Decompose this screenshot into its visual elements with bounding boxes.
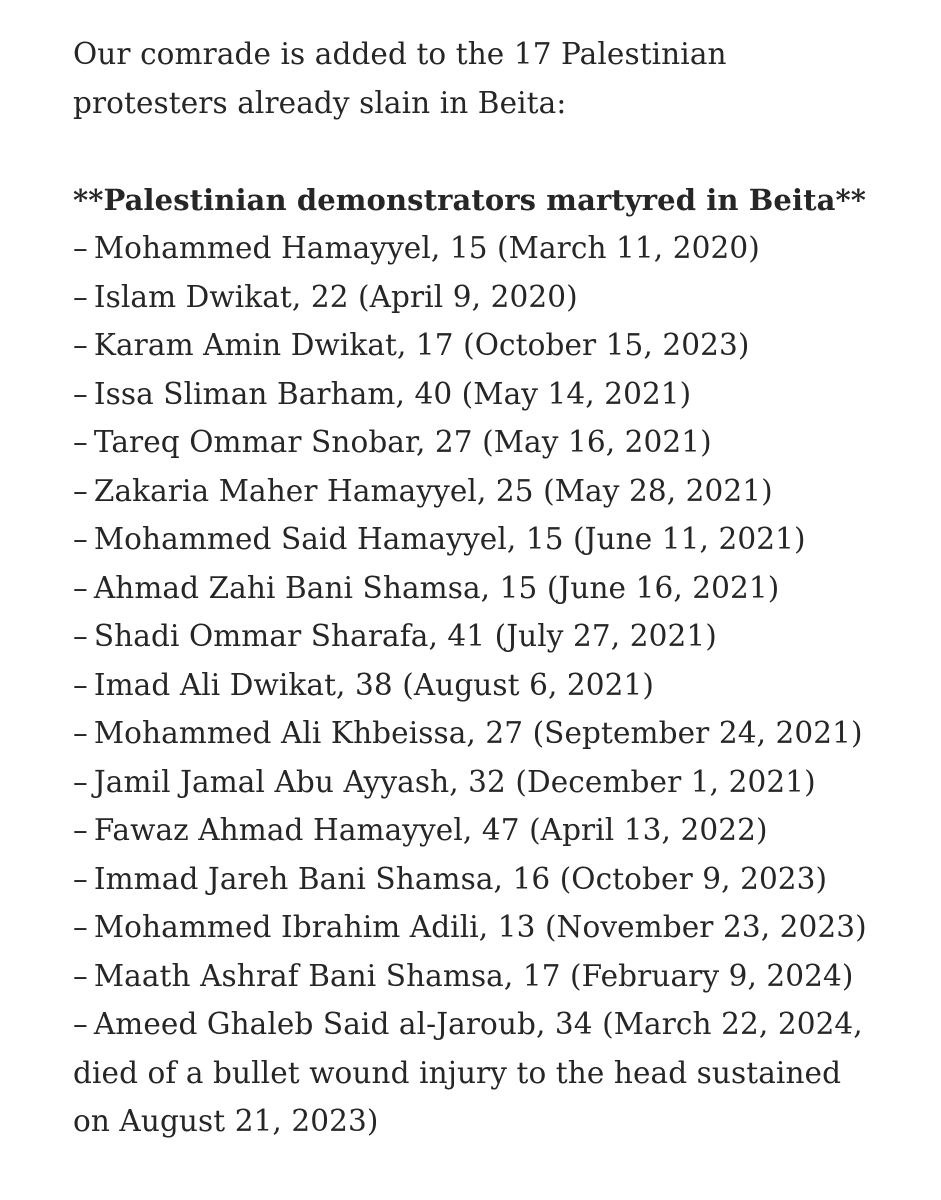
list-heading: **Palestinian demonstrators martyred in Beita** [73, 182, 866, 217]
list-item-text: Mohammed Ibrahim Adili, 13 (November 23, 2023) [93, 910, 867, 944]
list-item-text: Shadi Ommar Sharafa, 41 (July 27, 2021) [93, 619, 717, 653]
list-item [73, 903, 873, 952]
dash-bullet: – [73, 958, 88, 993]
dash-bullet: – [73, 279, 88, 314]
dash-bullet: – [73, 425, 88, 459]
list-item-text: Ahmad Zahi Bani Shamsa, 15 (June 16, 2021) [93, 570, 780, 605]
dash-bullet: – [73, 619, 88, 653]
dash-bullet: – [73, 570, 88, 605]
list-item [73, 709, 873, 758]
list-item-text: Tareq Ommar Snobar, 27 (May 16, 2021) [93, 425, 712, 459]
martyrs-list [73, 224, 873, 1146]
list-item-text: Issa Sliman Barham, 40 (May 14, 2021) [93, 376, 692, 411]
list-item-text: Karam Amin Dwikat, 17 (October 15, 2023) [93, 328, 750, 362]
list-item [73, 612, 873, 661]
article-body [73, 30, 873, 1146]
list-item-text: Islam Dwikat, 22 (April 9, 2020) [93, 279, 578, 314]
list-item [73, 758, 873, 807]
list-item-text: Mohammed Said Hamayyel, 15 (June 11, 2021) [93, 522, 806, 556]
list-item [73, 467, 873, 516]
list-item-text: Imad Ali Dwikat, 38 (August 6, 2021) [93, 667, 654, 702]
dash-bullet: – [73, 716, 88, 750]
list-item [73, 321, 873, 370]
list-item [73, 806, 873, 855]
dash-bullet: – [73, 667, 88, 702]
list-item-text: Mohammed Ali Khbeissa, 27 (September 24, 2021) [93, 716, 863, 750]
dash-bullet: – [73, 1007, 88, 1041]
list-item [73, 952, 873, 1001]
dash-bullet: – [73, 813, 88, 847]
list-item-text: Immad Jareh Bani Shamsa, 16 (October 9, 2023) [93, 861, 828, 896]
list-item [73, 564, 873, 613]
list-item [73, 418, 873, 467]
dash-bullet: – [73, 473, 88, 508]
list-item-text: Jamil Jamal Abu Ayyash, 32 (December 1, 2021) [93, 764, 816, 799]
paragraph-spacer [73, 127, 873, 176]
dash-bullet: – [73, 522, 88, 556]
list-item [73, 661, 873, 710]
dash-bullet: – [73, 764, 88, 799]
dash-bullet: – [73, 328, 88, 362]
list-item-text: Ameed Ghaleb Said al-Jaroub, 34 (March 22, 2024, died of a bullet wound injury to the head sustained on August 21, 2023) [73, 1007, 863, 1138]
list-item [73, 515, 873, 564]
list-item [73, 224, 873, 273]
list-item [73, 273, 873, 322]
list-item [73, 855, 873, 904]
list-item-text: Fawaz Ahmad Hamayyel, 47 (April 13, 2022) [93, 813, 768, 847]
dash-bullet: – [73, 910, 88, 944]
list-item-text: Mohammed Hamayyel, 15 (March 11, 2020) [93, 231, 760, 265]
dash-bullet: – [73, 231, 88, 265]
intro-paragraph: Our comrade is added to the 17 Palestinian protesters already slain in Beita: [73, 37, 727, 120]
list-item [73, 370, 873, 419]
dash-bullet: – [73, 861, 88, 896]
list-item-text: Zakaria Maher Hamayyel, 25 (May 28, 2021) [93, 473, 773, 508]
list-item [73, 1000, 873, 1146]
list-item-text: Maath Ashraf Bani Shamsa, 17 (February 9, 2024) [93, 958, 854, 993]
dash-bullet: – [73, 376, 88, 411]
